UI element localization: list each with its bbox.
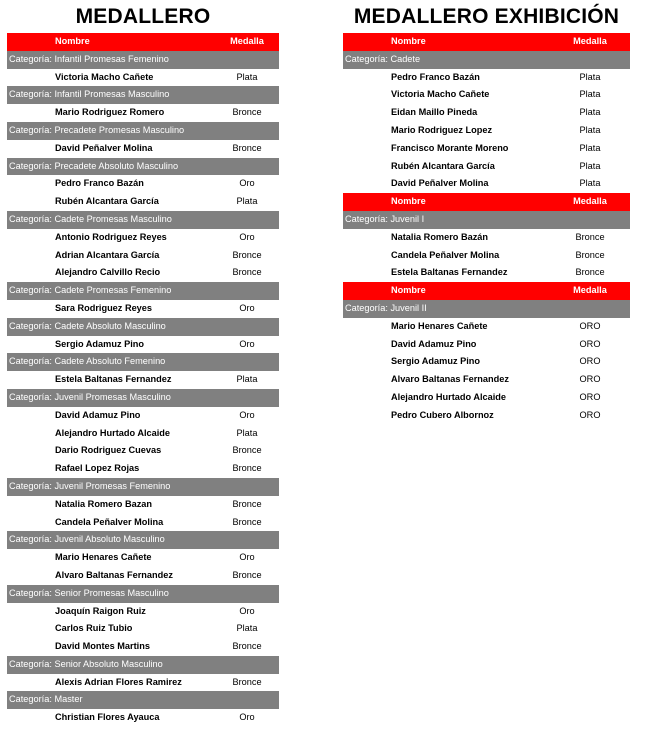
athlete-name: Mario Rodriguez Romero xyxy=(55,107,165,118)
category-row: Categoría: Infantil Promesas Femenino xyxy=(7,51,279,69)
category-row: Categoría: Cadete xyxy=(343,51,630,69)
medal-value: Bronce xyxy=(232,267,262,278)
table-row xyxy=(343,140,630,158)
medal-value: Bronce xyxy=(232,142,262,153)
athlete-name: Dario Rodriguez Cuevas xyxy=(55,445,162,456)
medal-value: Plata xyxy=(236,71,258,82)
table-row xyxy=(7,104,279,122)
medal-value: ORO xyxy=(579,391,601,402)
category-row: Categoría: Senior Promesas Masculino xyxy=(7,585,279,603)
medal-value: Bronce xyxy=(232,569,262,580)
table-row xyxy=(343,69,630,87)
category-row: Categoría: Juvenil Promesas Femenino xyxy=(7,478,279,496)
table-row xyxy=(7,674,279,692)
medal-value: Bronce xyxy=(232,516,262,527)
table-row xyxy=(7,140,279,158)
table-row xyxy=(7,709,279,727)
table-row xyxy=(7,300,279,318)
athlete-name: Alejandro Hurtado Alcaide xyxy=(391,391,507,402)
medal-value: Oro xyxy=(239,712,255,723)
medal-value: Oro xyxy=(239,605,255,616)
medallero-exhibicion-rows xyxy=(343,51,630,425)
medal-value: Oro xyxy=(239,302,255,313)
athlete-name: Rafael Lopez Rojas xyxy=(55,463,140,474)
table-row xyxy=(343,353,630,371)
medal-value: Plata xyxy=(579,71,601,82)
athlete-name: Victoria Macho Cañete xyxy=(55,71,154,82)
table-row xyxy=(343,86,630,104)
medallero-panel xyxy=(7,0,279,727)
athlete-name: Eidan Maillo Pineda xyxy=(391,107,478,118)
table-row xyxy=(7,425,279,443)
table-row xyxy=(343,407,630,425)
medal-value: Bronce xyxy=(232,107,262,118)
table-row xyxy=(343,371,630,389)
medal-value: Plata xyxy=(236,623,258,634)
category-row: Categoría: Infantil Promesas Masculino xyxy=(7,86,279,104)
athlete-name: David Peñalver Molina xyxy=(55,142,153,153)
athlete-name: David Peñalver Molina xyxy=(391,178,489,189)
table-row xyxy=(7,638,279,656)
athlete-name: David Adamuz Pino xyxy=(391,338,477,349)
table-row xyxy=(343,247,630,265)
athlete-name: Estela Baltanas Fernandez xyxy=(391,267,508,278)
table-row xyxy=(7,567,279,585)
medal-value: ORO xyxy=(579,320,601,331)
category-row: Categoría: Senior Absoluto Masculino xyxy=(7,656,279,674)
category-row: Categoría: Juvenil Promesas Masculino xyxy=(7,389,279,407)
table-row xyxy=(343,336,630,354)
table-header xyxy=(343,282,630,300)
table-row xyxy=(343,122,630,140)
medallero-title: MEDALLERO xyxy=(75,5,211,28)
medal-value: Bronce xyxy=(232,641,262,652)
medal-value: ORO xyxy=(579,338,601,349)
table-row xyxy=(343,175,630,193)
medal-value: Plata xyxy=(236,427,258,438)
medal-value: Oro xyxy=(239,338,255,349)
athlete-name: Adrian Alcantara García xyxy=(55,249,160,260)
athlete-name: Francisco Morante Moreno xyxy=(391,142,509,153)
table-row xyxy=(7,229,279,247)
table-row xyxy=(7,407,279,425)
athlete-name: Natalia Romero Bazan xyxy=(55,498,153,509)
category-row: Categoría: Precadete Absoluto Masculino xyxy=(7,158,279,176)
table-row xyxy=(7,371,279,389)
table-row xyxy=(343,229,630,247)
category-row: Categoría: Cadete Absoluto Femenino xyxy=(7,353,279,371)
athlete-name: Christian Flores Ayauca xyxy=(55,712,160,723)
table-row xyxy=(7,496,279,514)
medal-value: Bronce xyxy=(232,249,262,260)
athlete-name: Natalia Romero Bazán xyxy=(391,231,489,242)
category-row: Categoría: Precadete Promesas Masculino xyxy=(7,122,279,140)
athlete-name: Alvaro Baltanas Fernandez xyxy=(55,569,173,580)
athlete-name: Carlos Ruiz Tubio xyxy=(55,623,133,634)
athlete-name: Pedro Franco Bazán xyxy=(391,71,480,82)
medal-value: ORO xyxy=(579,409,601,420)
table-row xyxy=(343,389,630,407)
table-row xyxy=(7,175,279,193)
athlete-name: Alejandro Calvillo Recio xyxy=(55,267,161,278)
athlete-name: Antonio Rodriguez Reyes xyxy=(55,231,167,242)
table-row xyxy=(7,514,279,532)
medal-value: Plata xyxy=(236,374,258,385)
category-row: Categoría: Cadete Promesas Femenino xyxy=(7,282,279,300)
athlete-name: Alejandro Hurtado Alcaide xyxy=(55,427,171,438)
athlete-name: Pedro Franco Bazán xyxy=(55,178,144,189)
table-row xyxy=(7,620,279,638)
athlete-name: Rubén Alcantara García xyxy=(391,160,495,171)
category-row: Categoría: Juvenil Absoluto Masculino xyxy=(7,531,279,549)
category-row: Categoría: Cadete Absoluto Masculino xyxy=(7,318,279,336)
athlete-name: Rubén Alcantara García xyxy=(55,196,159,207)
medal-value: Plata xyxy=(236,196,258,207)
medal-value: Plata xyxy=(579,160,601,171)
athlete-name: Mario Rodriguez Lopez xyxy=(391,124,493,135)
athlete-name: Sergio Adamuz Pino xyxy=(391,356,480,367)
header-name-label: Nombre xyxy=(391,196,426,207)
header-name-label: Nombre xyxy=(391,285,426,296)
medal-value: Bronce xyxy=(232,498,262,509)
athlete-name: Estela Baltanas Fernandez xyxy=(55,374,172,385)
medal-value: Oro xyxy=(239,552,255,563)
medal-value: Plata xyxy=(579,178,601,189)
medal-value: Plata xyxy=(579,89,601,100)
athlete-name: Sergio Adamuz Pino xyxy=(55,338,144,349)
athlete-name: Pedro Cubero Albornoz xyxy=(391,409,494,420)
table-row xyxy=(7,193,279,211)
table-row xyxy=(7,442,279,460)
athlete-name: Alvaro Baltanas Fernandez xyxy=(391,374,509,385)
athlete-name: Mario Henares Cañete xyxy=(55,552,152,563)
header-medal-label: Medalla xyxy=(573,36,607,46)
medal-value: ORO xyxy=(579,356,601,367)
medal-value: Oro xyxy=(239,178,255,189)
athlete-name: Joaquín Raigon Ruiz xyxy=(55,605,146,616)
table-row xyxy=(7,549,279,567)
table-row xyxy=(343,318,630,336)
athlete-name: Victoria Macho Cañete xyxy=(391,89,490,100)
table-row xyxy=(7,460,279,478)
category-row: Categoría: Cadete Promesas Masculino xyxy=(7,211,279,229)
table-row xyxy=(343,264,630,282)
header-medal-label: Medalla xyxy=(573,285,607,296)
athlete-name: David Adamuz Pino xyxy=(55,409,141,420)
table-row xyxy=(7,336,279,354)
athlete-name: Mario Henares Cañete xyxy=(391,320,488,331)
medal-value: Oro xyxy=(239,231,255,242)
category-row: Categoría: Master xyxy=(7,691,279,709)
athlete-name: Alexis Adrian Flores Ramirez xyxy=(55,676,182,687)
table-row xyxy=(343,104,630,122)
header-medal-label: Medalla xyxy=(573,196,607,207)
category-row: Categoría: Juvenil I xyxy=(343,211,630,229)
athlete-name: Candela Peñalver Molina xyxy=(391,249,500,260)
medal-value: ORO xyxy=(579,374,601,385)
category-row: Categoría: Juvenil II xyxy=(343,300,630,318)
medal-value: Bronce xyxy=(232,676,262,687)
medallero-rows xyxy=(7,51,279,727)
athlete-name: David Montes Martins xyxy=(55,641,150,652)
header-medal-label: Medalla xyxy=(230,36,264,46)
table-header xyxy=(7,33,279,51)
table-row xyxy=(7,603,279,621)
medal-value: Plata xyxy=(579,142,601,153)
athlete-name: Candela Peñalver Molina xyxy=(55,516,164,527)
medal-value: Bronce xyxy=(232,445,262,456)
medal-value: Bronce xyxy=(575,231,605,242)
table-row xyxy=(343,158,630,176)
medal-value: Plata xyxy=(579,124,601,135)
table-row xyxy=(7,69,279,87)
header-name-label: Nombre xyxy=(391,36,426,46)
medallero-exhibicion-panel xyxy=(343,0,630,425)
medal-value: Plata xyxy=(579,107,601,118)
medal-value: Bronce xyxy=(575,267,605,278)
medal-value: Bronce xyxy=(575,249,605,260)
header-name-label: Nombre xyxy=(55,36,90,46)
table-row xyxy=(7,247,279,265)
medallero-exhibicion-title: MEDALLERO EXHIBICIÓN xyxy=(353,5,620,28)
table-row xyxy=(7,264,279,282)
table-header xyxy=(343,193,630,211)
medal-value: Bronce xyxy=(232,463,262,474)
athlete-name: Sara Rodriguez Reyes xyxy=(55,302,153,313)
medal-value: Oro xyxy=(239,409,255,420)
table-header xyxy=(343,33,630,51)
